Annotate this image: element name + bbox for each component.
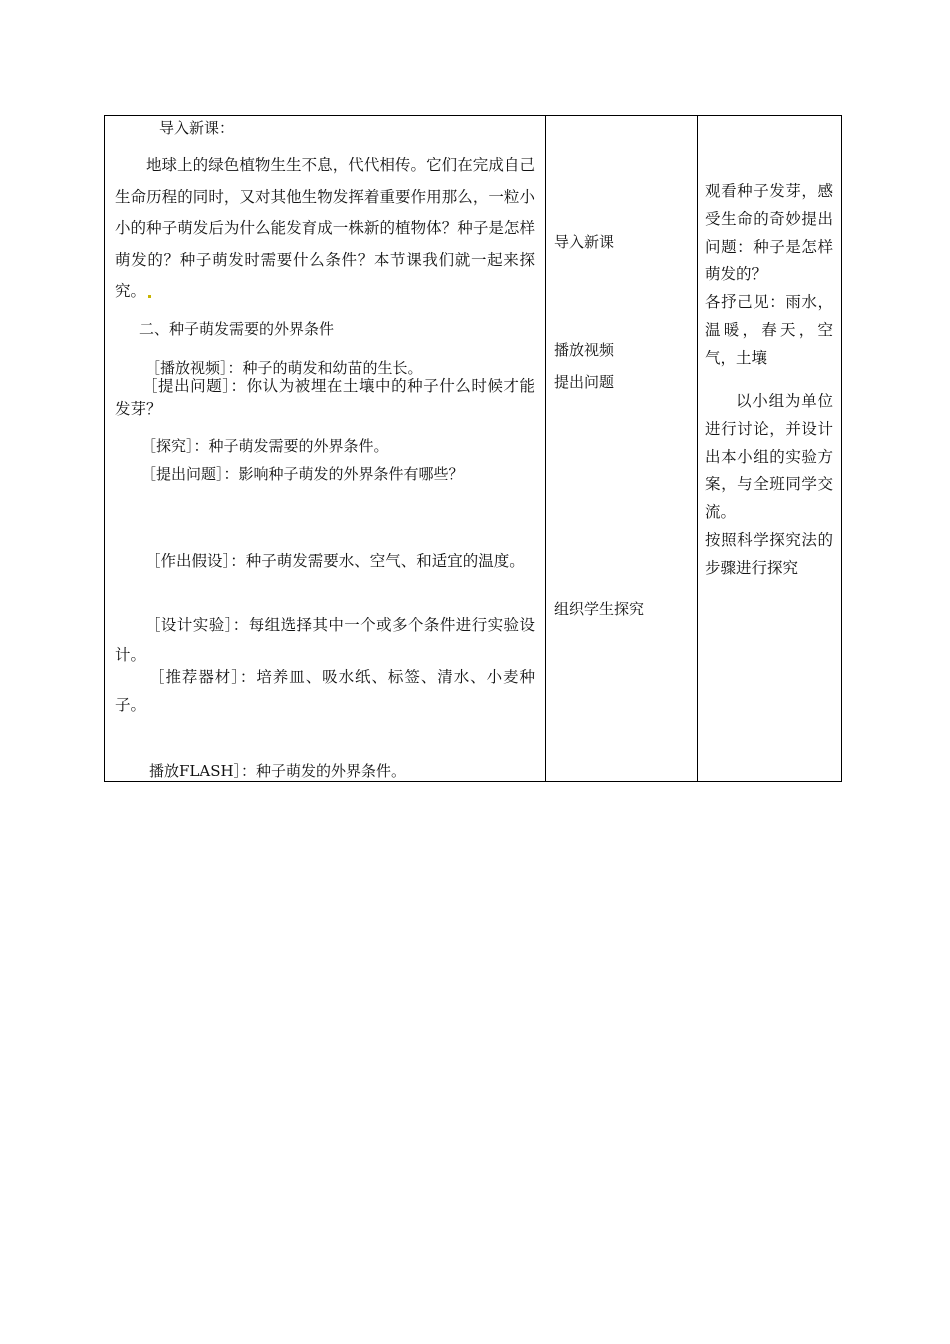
design-line: ［设计实验］：每组选择其中一个或多个条件进行实验设计。 <box>115 616 535 664</box>
play-video-label: 播放视频 <box>554 341 615 359</box>
hypothesis-line: ［作出假设］：种子萌发需要水、空气、和适宜的温度。 <box>145 552 525 570</box>
explore-line: ［探究］：种子萌发需要的外界条件。 <box>141 437 389 455</box>
question1-line: ［提出问题］：你认为被埋在土壤中的种子什么时候才能发芽？ <box>115 377 535 418</box>
intro-heading: 导入新课： <box>159 119 235 137</box>
question2-line: ［提出问题］：影响种子萌发的外界条件有哪些？ <box>141 465 464 483</box>
section-heading: 二、种子萌发需要的外界条件 <box>139 320 335 338</box>
teaching-content-column <box>105 116 546 781</box>
materials-line: ［推荐器材］：培养皿、吸水纸、标签、清水、小麦种子。 <box>115 668 535 714</box>
method-text: 按照科学探究法的步骤进行探究 <box>705 531 833 577</box>
lesson-table <box>104 115 842 782</box>
mark-dot <box>148 295 151 298</box>
teacher-activity-column <box>545 116 698 781</box>
intro-label: 导入新课 <box>554 233 615 251</box>
intro-paragraph: 地球上的绿色植物生生不息，代代相传。它们在完成自己生命历程的同时，又对其他生物发挥着重要作用那么，一粒小小的种子萌发后为什么能发育成一株新的植物体？种子是怎样萌发的？种子萌发时需要什么条件？本节课我们就一起来探究。 <box>115 156 535 300</box>
opinions-text: 各抒己见：雨水，温暖，春天，空气，土壤 <box>705 293 833 367</box>
student-activity-column <box>697 116 841 781</box>
ask-label: 提出问题 <box>554 373 615 391</box>
group-text: 以小组为单位进行讨论，并设计出本小组的实验方案，与全班同学交流。 <box>705 392 833 522</box>
watch-text: 观看种子发芽，感受生命的奇妙提出问题：种子是怎样萌发的？ <box>705 182 833 284</box>
play-video-line: ［播放视频］：种子的萌发和幼苗的生长。 <box>145 359 423 377</box>
organize-label: 组织学生探究 <box>554 600 645 618</box>
flash-line: 播放FLASH］：种子萌发的外界条件。 <box>149 762 407 780</box>
